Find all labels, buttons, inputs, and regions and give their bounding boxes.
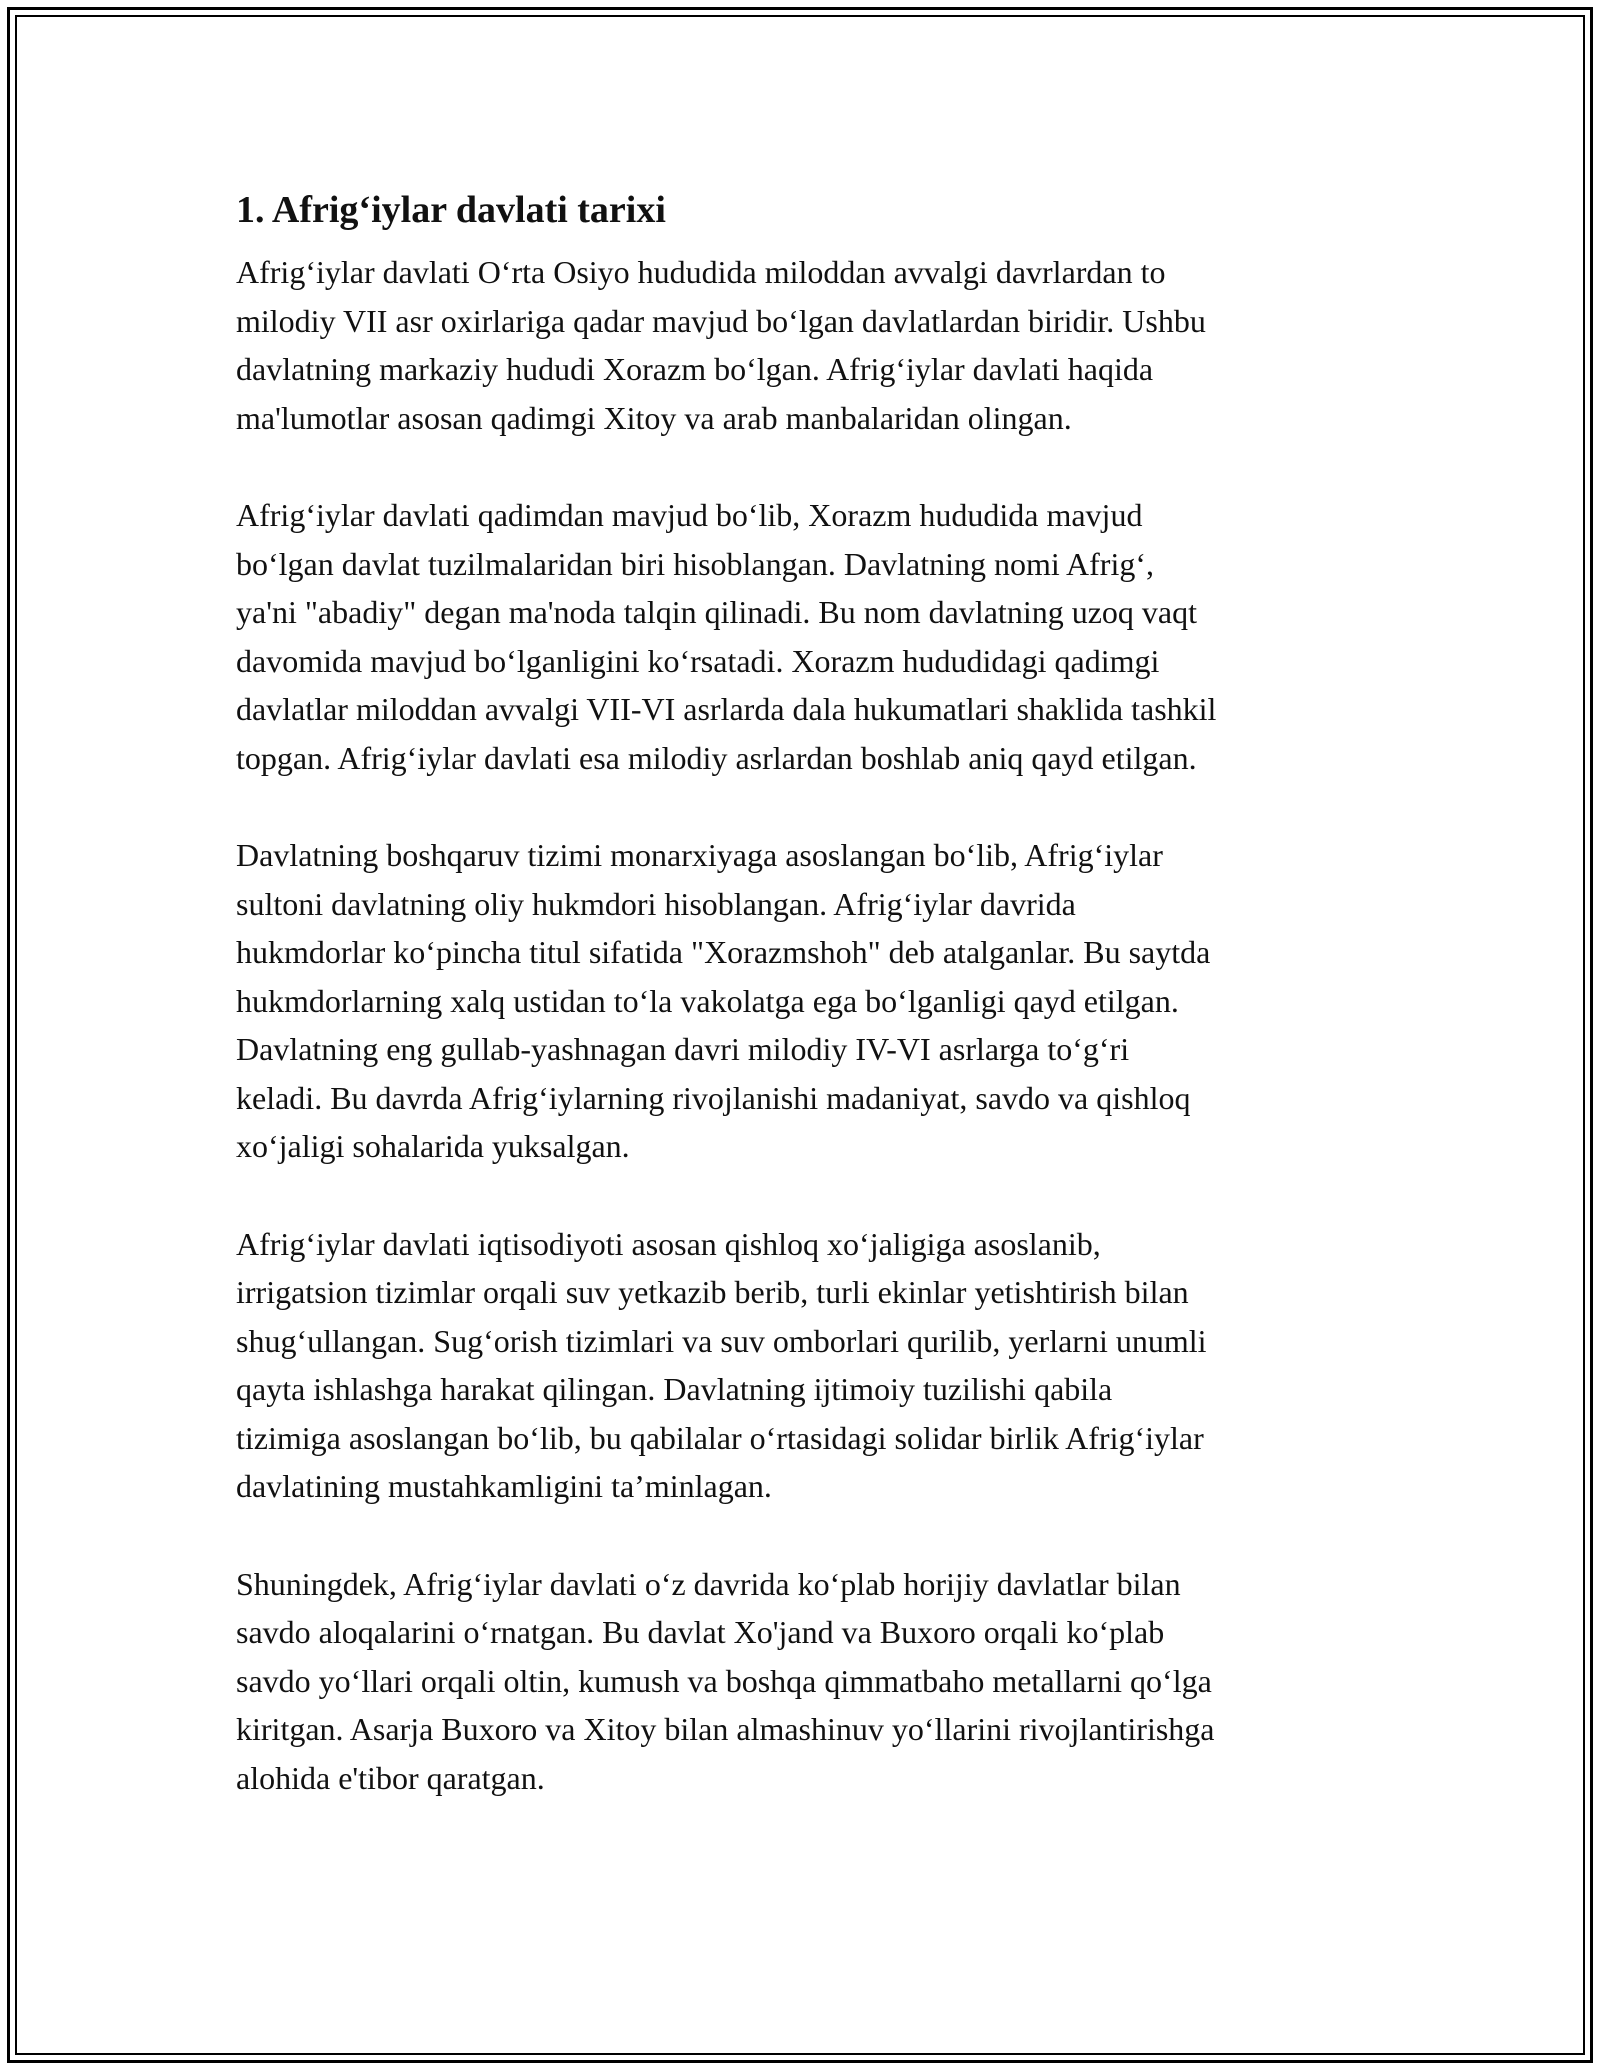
paragraph-1: Afrig‘iylar davlati O‘rta Osiyo hududida miloddan avvalgi davrlardan to milodiy VII asr oxirlariga qadar mavjud bo‘lgan davlatlardan biridir. Ushbu davlatning markaziy hududi Xorazm bo‘lgan. Afrig‘iylar davlati haqida ma'lumotlar asosan qadimgi Xitoy va arab manbalaridan olingan. xyxy=(236,254,1206,436)
paragraph-5: Shuningdek, Afrig‘iylar davlati o‘z davrida ko‘plab horijiy davlatlar bilan savdo aloqalarini o‘rnatgan. Bu davlat Xo'jand va Buxoro orqali ko‘plab savdo yo‘llari orqali oltin, kumush va boshqa qimmatbaho metallarni qo‘lga kiritgan. Asarja Buxoro va Xitoy bilan almashinuv yo‘llarini rivojlantirishga alohida e'tibor qaratgan. xyxy=(236,1565,1215,1796)
section-heading: 1. Afrig‘iylar davlati tarixi xyxy=(236,189,666,231)
paragraph-3: Davlatning boshqaruv tizimi monarxiyaga asoslangan bo‘lib, Afrig‘iylar sultoni davlatning oliy hukmdori hisoblangan. Afrig‘iylar davrida hukmdorlar ko‘pincha titul sifatida "Xorazmshoh" deb atalganlar. Bu saytda hukmdorlarning xalq ustidan to‘la vakolatga ega bo‘lganligi qayd etilgan. Davlatning eng gullab-yashnagan davri milodiy IV-VI asrlarga to‘g‘ri keladi. Bu davrda Afrig‘iylarning rivojlanishi madaniyat, savdo va qishloq xo‘jaligi sohalarida yuksalgan. xyxy=(236,837,1211,1164)
paragraph-2: Afrig‘iylar davlati qadimdan mavjud bo‘lib, Xorazm hududida mavjud bo‘lgan davlat tuzilmalaridan biri hisoblangan. Davlatning nomi Afrig‘, ya'ni "abadiy" degan ma'noda talqin qilinadi. Bu nom davlatning uzoq vaqt davomida mavjud bo‘lganligini ko‘rsatadi. Xorazm hududidagi qadimgi davlatlar miloddan avvalgi VII-VI asrlarda dala hukumatlari shaklida tashkil topgan. Afrig‘iylar davlati esa milodiy asrlardan boshlab aniq qayd etilgan. xyxy=(236,497,1217,776)
document-body xyxy=(236,186,1366,1851)
paragraph-4: Afrig‘iylar davlati iqtisodiyoti asosan qishloq xo‘jaligiga asoslanib, irrigatsion tizimlar orqali suv yetkazib berib, turli ekinlar yetishtirish bilan shug‘ullangan. Sug‘orish tizimlari va suv omborlari qurilib, yerlarni unumli qayta ishlashga harakat qilingan. Davlatning ijtimoiy tuzilishi qabila tizimiga asoslangan bo‘lib, bu qabilalar o‘rtasidagi solidar birlik Afrig‘iylar davlatining mustahkamligini ta’minlagan. xyxy=(236,1225,1207,1504)
